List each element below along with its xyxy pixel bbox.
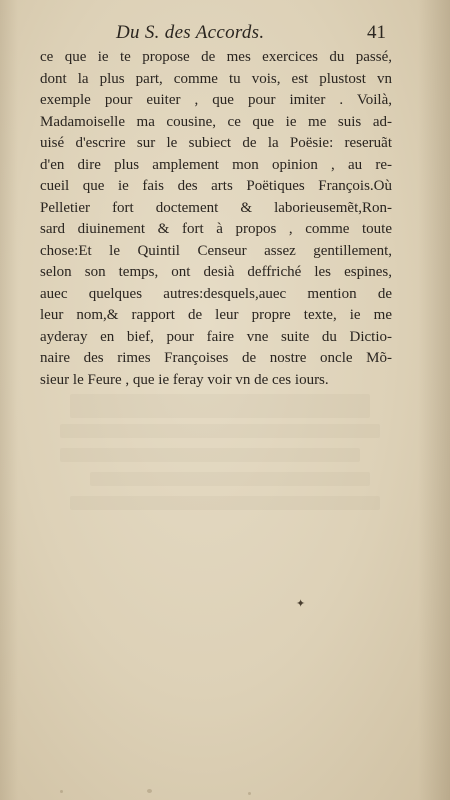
text-line: Pelletier fort doctement & laborieusemẽt,Ron- <box>40 199 392 216</box>
body-text <box>40 47 392 391</box>
running-title: Du S. des Accords. <box>116 22 265 43</box>
show-through-text <box>40 370 400 660</box>
page-header <box>0 20 450 46</box>
text-line: sard diuinement & fort à propos , comme toute <box>40 221 392 237</box>
text-line: sieur le Feure , que ie feray voir vn de ces iours. <box>40 371 329 388</box>
text-line: ce que ie te propose de mes exercices du passé, <box>40 49 392 65</box>
text-line: dont la plus part, comme tu vois, est plustost vn <box>40 70 392 87</box>
ink-mark-icon: ✦ <box>296 598 306 610</box>
text-line: chose:Et le Quintil Censeur assez gentillement, <box>40 242 392 259</box>
text-line: leur nom,& rapport de leur propre texte, ie me <box>40 307 392 323</box>
page-number: 41 <box>367 22 386 43</box>
text-line: selon son temps, ont desià deffriché les espines, <box>40 264 392 280</box>
text-line: ayderay en bief, pour faire vne suite du Dictio- <box>40 328 392 345</box>
text-line: naire des rimes Françoises de nostre oncle Mõ- <box>40 350 392 366</box>
text-line: exemple pour euiter , que pour imiter . Voilà, <box>40 92 392 108</box>
paper-spot <box>248 792 251 795</box>
page-gutter-shadow <box>418 0 450 800</box>
text-line: d'en dire plus amplement mon opinion , au re- <box>40 156 392 173</box>
text-line: uisé d'escrire sur le subiect de la Poësie: reseruãt <box>40 135 392 151</box>
paper-spot <box>147 789 152 793</box>
text-line: auec quelques autres:desquels,auec mention de <box>40 285 392 302</box>
text-line: cueil que ie fais des arts Poëtiques François.Où <box>40 178 392 194</box>
text-line: Madamoiselle ma cousine, ce que ie me suis ad- <box>40 113 392 130</box>
paper-spot <box>60 790 63 793</box>
page-left-edge <box>0 0 18 800</box>
